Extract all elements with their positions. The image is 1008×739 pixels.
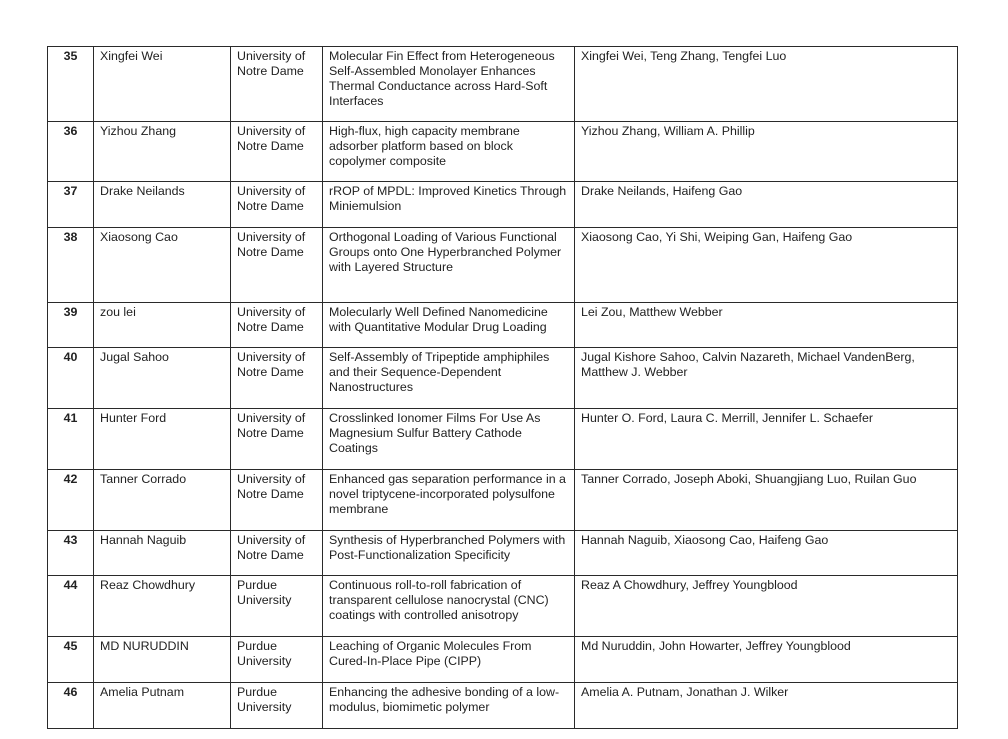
institution-cell: University of Notre Dame bbox=[231, 303, 323, 348]
author-list-cell: Xiaosong Cao, Yi Shi, Weiping Gan, Haifeng Gao bbox=[575, 228, 958, 303]
table-row bbox=[48, 182, 958, 228]
institution-cell: University of Notre Dame bbox=[231, 531, 323, 576]
author-list-cell: Xingfei Wei, Teng Zhang, Tengfei Luo bbox=[575, 47, 958, 122]
poster-title-cell: Synthesis of Hyperbranched Polymers with Post-Functionalization Specificity bbox=[323, 531, 575, 576]
table-row bbox=[48, 47, 958, 122]
presenter-name-cell: zou lei bbox=[94, 303, 231, 348]
poster-title-cell: Enhanced gas separation performance in a novel triptycene-incorporated polysulfone membrane bbox=[323, 470, 575, 531]
author-list-cell: Reaz A Chowdhury, Jeffrey Youngblood bbox=[575, 576, 958, 637]
institution-cell: University of Notre Dame bbox=[231, 409, 323, 470]
presenter-name-cell: Jugal Sahoo bbox=[94, 348, 231, 409]
institution-cell: University of Notre Dame bbox=[231, 470, 323, 531]
author-list-cell: Amelia A. Putnam, Jonathan J. Wilker bbox=[575, 683, 958, 729]
entry-number-cell: 45 bbox=[48, 637, 94, 683]
table-row bbox=[48, 348, 958, 409]
presenter-name-cell: Amelia Putnam bbox=[94, 683, 231, 729]
institution-cell: University of Notre Dame bbox=[231, 348, 323, 409]
participants-table bbox=[47, 46, 958, 729]
entry-number-cell: 37 bbox=[48, 182, 94, 228]
entry-number-cell: 40 bbox=[48, 348, 94, 409]
participants-table-body bbox=[48, 47, 958, 729]
institution-cell: University of Notre Dame bbox=[231, 122, 323, 182]
presenter-name-cell: Drake Neilands bbox=[94, 182, 231, 228]
poster-title-cell: High-flux, high capacity membrane adsorber platform based on block copolymer composite bbox=[323, 122, 575, 182]
table-row bbox=[48, 303, 958, 348]
presenter-name-cell: Hunter Ford bbox=[94, 409, 231, 470]
author-list-cell: Md Nuruddin, John Howarter, Jeffrey Youngblood bbox=[575, 637, 958, 683]
presenter-name-cell: Yizhou Zhang bbox=[94, 122, 231, 182]
table-row bbox=[48, 637, 958, 683]
author-list-cell: Hunter O. Ford, Laura C. Merrill, Jennifer L. Schaefer bbox=[575, 409, 958, 470]
entry-number-cell: 35 bbox=[48, 47, 94, 122]
institution-cell: University of Notre Dame bbox=[231, 182, 323, 228]
poster-title-cell: Molecular Fin Effect from Heterogeneous Self-Assembled Monolayer Enhances Thermal Conductance across Hard-Soft Interfaces bbox=[323, 47, 575, 122]
table-row bbox=[48, 122, 958, 182]
table-row bbox=[48, 228, 958, 303]
entry-number-cell: 41 bbox=[48, 409, 94, 470]
entry-number-cell: 42 bbox=[48, 470, 94, 531]
poster-title-cell: rROP of MPDL: Improved Kinetics Through Miniemulsion bbox=[323, 182, 575, 228]
poster-title-cell: Continuous roll-to-roll fabrication of transparent cellulose nanocrystal (CNC) coatings with controlled anisotropy bbox=[323, 576, 575, 637]
entry-number-cell: 43 bbox=[48, 531, 94, 576]
author-list-cell: Tanner Corrado, Joseph Aboki, Shuangjiang Luo, Ruilan Guo bbox=[575, 470, 958, 531]
institution-cell: Purdue University bbox=[231, 683, 323, 729]
table-row bbox=[48, 576, 958, 637]
presenter-name-cell: MD NURUDDIN bbox=[94, 637, 231, 683]
author-list-cell: Hannah Naguib, Xiaosong Cao, Haifeng Gao bbox=[575, 531, 958, 576]
poster-title-cell: Self-Assembly of Tripeptide amphiphiles and their Sequence-Dependent Nanostructures bbox=[323, 348, 575, 409]
poster-title-cell: Molecularly Well Defined Nanomedicine with Quantitative Modular Drug Loading bbox=[323, 303, 575, 348]
presenter-name-cell: Tanner Corrado bbox=[94, 470, 231, 531]
entry-number-cell: 39 bbox=[48, 303, 94, 348]
presenter-name-cell: Xingfei Wei bbox=[94, 47, 231, 122]
entry-number-cell: 44 bbox=[48, 576, 94, 637]
institution-cell: University of Notre Dame bbox=[231, 228, 323, 303]
poster-title-cell: Enhancing the adhesive bonding of a low-modulus, biomimetic polymer bbox=[323, 683, 575, 729]
table-row bbox=[48, 470, 958, 531]
author-list-cell: Drake Neilands, Haifeng Gao bbox=[575, 182, 958, 228]
author-list-cell: Yizhou Zhang, William A. Phillip bbox=[575, 122, 958, 182]
table-row bbox=[48, 531, 958, 576]
institution-cell: Purdue University bbox=[231, 637, 323, 683]
institution-cell: University of Notre Dame bbox=[231, 47, 323, 122]
poster-title-cell: Orthogonal Loading of Various Functional Groups onto One Hyperbranched Polymer with Layered Structure bbox=[323, 228, 575, 303]
entry-number-cell: 46 bbox=[48, 683, 94, 729]
entry-number-cell: 36 bbox=[48, 122, 94, 182]
presenter-name-cell: Hannah Naguib bbox=[94, 531, 231, 576]
table-row bbox=[48, 683, 958, 729]
presenter-name-cell: Xiaosong Cao bbox=[94, 228, 231, 303]
poster-title-cell: Crosslinked Ionomer Films For Use As Magnesium Sulfur Battery Cathode Coatings bbox=[323, 409, 575, 470]
table-row bbox=[48, 409, 958, 470]
author-list-cell: Lei Zou, Matthew Webber bbox=[575, 303, 958, 348]
poster-title-cell: Leaching of Organic Molecules From Cured-In-Place Pipe (CIPP) bbox=[323, 637, 575, 683]
institution-cell: Purdue University bbox=[231, 576, 323, 637]
author-list-cell: Jugal Kishore Sahoo, Calvin Nazareth, Michael VandenBerg, Matthew J. Webber bbox=[575, 348, 958, 409]
presenter-name-cell: Reaz Chowdhury bbox=[94, 576, 231, 637]
entry-number-cell: 38 bbox=[48, 228, 94, 303]
